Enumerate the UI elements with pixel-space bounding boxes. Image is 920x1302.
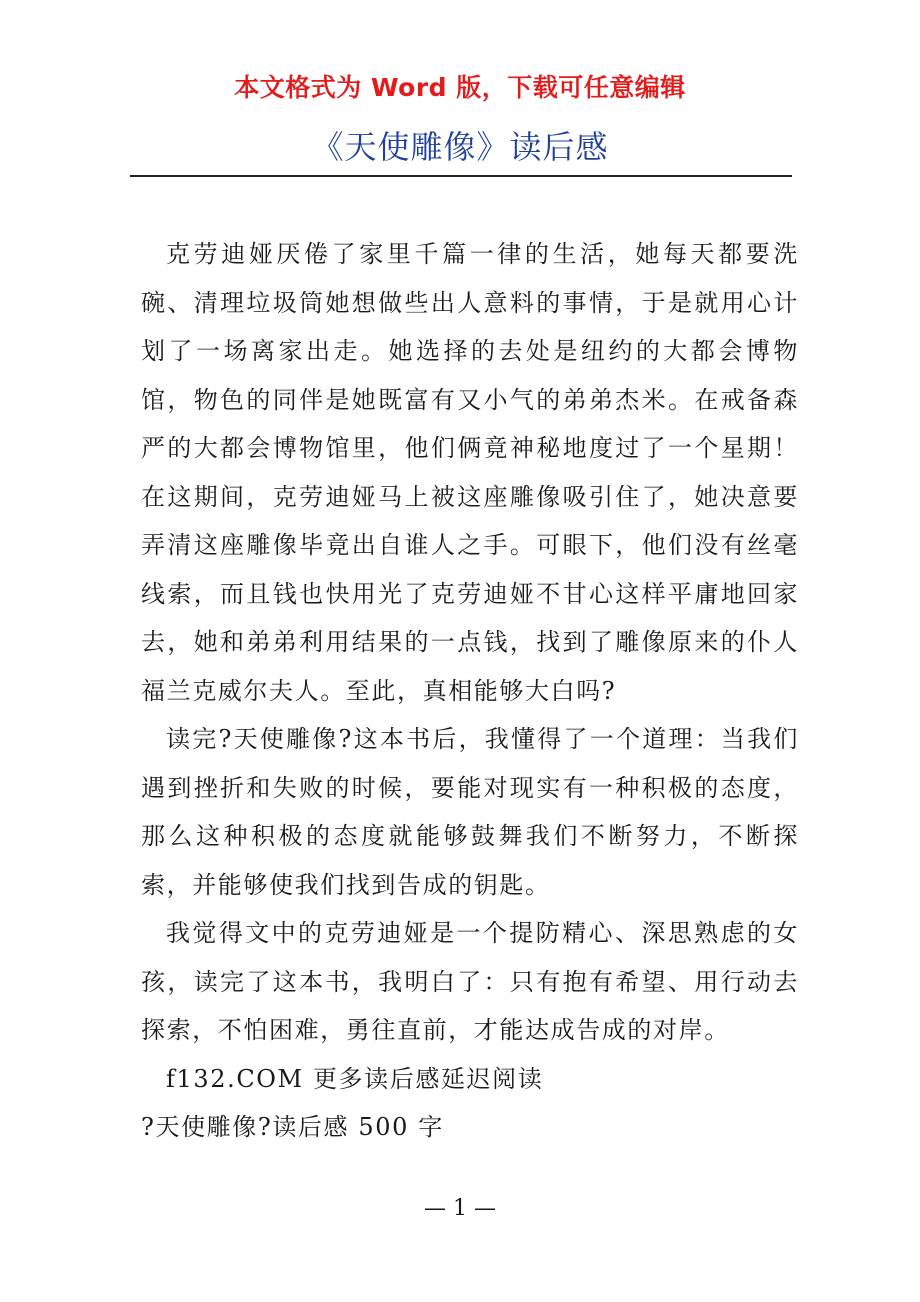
format-notice-banner: 本文格式为 Word 版，下载可任意编辑 <box>234 73 686 102</box>
document-body <box>141 230 799 1152</box>
paragraph-1: 克劳迪娅厌倦了家里千篇一律的生活，她每天都要洗碗、清理垃圾筒她想做些出人意料的事情，于是就用心计划了一场离家出走。她选择的去处是纽约的大都会博物馆，物色的同伴是她既富有又小气的弟弟杰米。在戒备森严的大都会博物馆里，他们俩竟神秘地度过了一个星期！在这期间，克劳迪娅马上被这座雕像吸引住了，她决意要弄清这座雕像毕竟出自谁人之手。可眼下，他们没有丝毫线索，而且钱也快用光了克劳迪娅不甘心这样平庸地回家去，她和弟弟利用结果的一点钱，找到了雕像原来的仆人福兰克威尔夫人。至此，真相能够大白吗? <box>141 240 799 705</box>
more-reading-link[interactable]: f132.COM 更多读后感延迟阅读 <box>166 1064 544 1093</box>
paragraph-3: 我觉得文中的克劳迪娅是一个提防精心、深思熟虑的女孩，读完了这本书，我明白了：只有抱有希望、用行动去探索，不怕困难，勇往直前，才能达成告成的对岸。 <box>141 919 799 1044</box>
document-title: 《天使雕像》读后感 <box>311 128 609 166</box>
related-article-title: ?天使雕像?读后感 500 字 <box>141 1113 444 1141</box>
title-divider <box>130 175 792 177</box>
paragraph-2: 读完?天使雕像?这本书后，我懂得了一个道理：当我们遇到挫折和失败的时候，要能对现实有一种积极的态度，那么这种积极的态度就能够鼓舞我们不断努力，不断探索，并能够使我们找到告成的钥匙。 <box>141 725 799 899</box>
page-number: — 1 — <box>424 1196 496 1221</box>
